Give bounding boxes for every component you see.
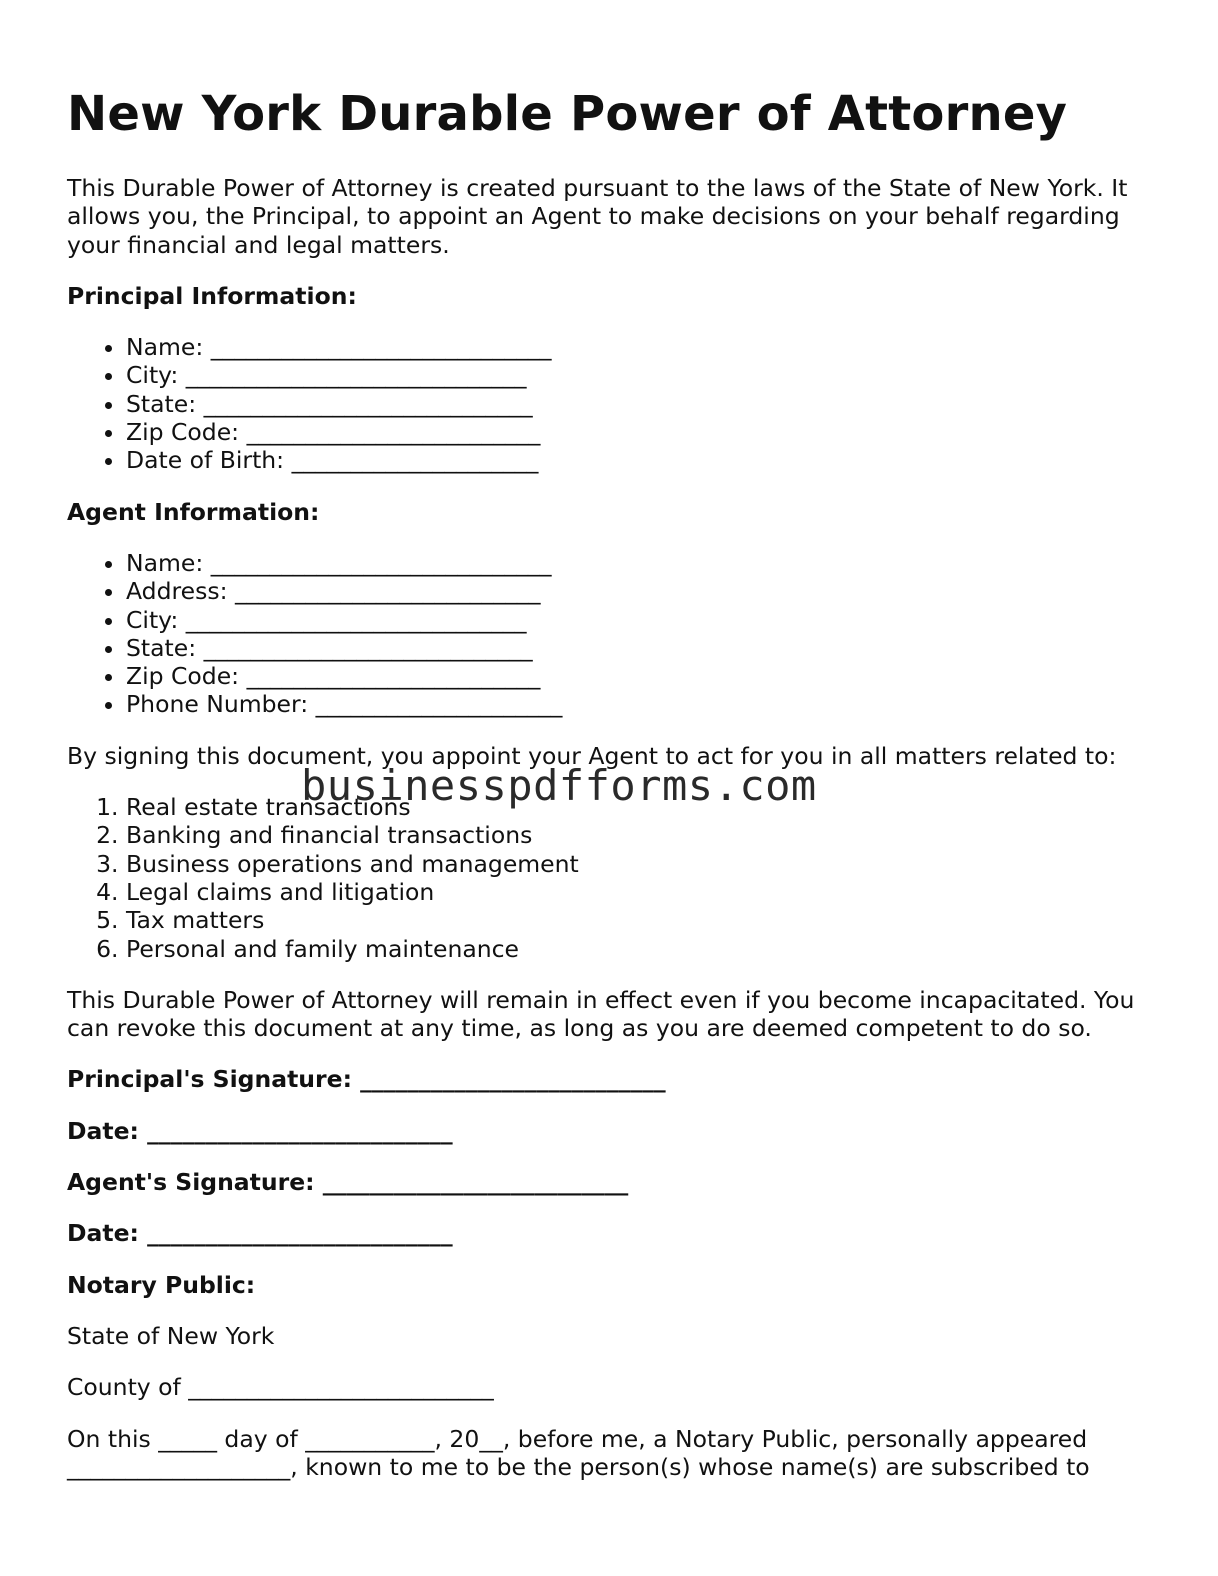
power-item: 2. Banking and financial transactions bbox=[126, 821, 1157, 849]
principal-state-field: • State: ____________________________ bbox=[126, 390, 1157, 418]
power-item: 5. Tax matters bbox=[126, 906, 1157, 934]
principal-zip-field: • Zip Code: _________________________ bbox=[126, 418, 1157, 446]
agent-name-field: • Name: _____________________________ bbox=[126, 549, 1157, 577]
principal-fields-list bbox=[67, 333, 1157, 474]
power-item: 3. Business operations and management bbox=[126, 850, 1157, 878]
agent-zip-field: • Zip Code: _________________________ bbox=[126, 662, 1157, 690]
principal-heading: Principal Information: bbox=[67, 281, 357, 310]
notary-acknowledgment: On this _____ day of ___________, 20__, before me, a Notary Public, personally appeared ___________________, known to me to be the person(s) whose name(s) are subscribed to bbox=[67, 1424, 1090, 1481]
agent-date-line: Date: __________________________ bbox=[67, 1219, 453, 1248]
notary-heading: Notary Public: bbox=[67, 1270, 256, 1299]
durability-paragraph: This Durable Power of Attorney will remain in effect even if you become incapacitated. You can revoke this document at any time, as long as you are deemed competent to do so. bbox=[67, 985, 1135, 1043]
principal-city-field: • City: _____________________________ bbox=[126, 361, 1157, 389]
agent-fields-list bbox=[67, 549, 1157, 719]
principal-name-field: • Name: _____________________________ bbox=[126, 333, 1157, 361]
power-item: 6. Personal and family maintenance bbox=[126, 935, 1157, 963]
powers-list bbox=[67, 793, 1157, 963]
principal-date-line: Date: __________________________ bbox=[67, 1116, 453, 1145]
agent-signature-line: Agent's Signature: __________________________ bbox=[67, 1168, 629, 1197]
agent-address-field: • Address: __________________________ bbox=[126, 577, 1157, 605]
principal-dob-field: • Date of Birth: _____________________ bbox=[126, 446, 1157, 474]
powers-intro: By signing this document, you appoint your Agent to act for you in all matters related to: bbox=[67, 741, 1117, 770]
watermark: businesspdfforms.com bbox=[301, 761, 817, 810]
document-title: New York Durable Power of Attorney bbox=[67, 86, 1068, 142]
agent-state-field: • State: ____________________________ bbox=[126, 634, 1157, 662]
notary-state: State of New York bbox=[67, 1321, 275, 1350]
intro-paragraph: This Durable Power of Attorney is created pursuant to the laws of the State of New York. It allows you, the Principal, to appoint an Agent to make decisions on your behalf regarding your financial and legal matters. bbox=[67, 174, 1128, 259]
agent-city-field: • City: _____________________________ bbox=[126, 606, 1157, 634]
power-item: 4. Legal claims and litigation bbox=[126, 878, 1157, 906]
agent-heading: Agent Information: bbox=[67, 497, 320, 526]
notary-county: County of __________________________ bbox=[67, 1373, 494, 1402]
power-item: 1. Real estate transactions bbox=[126, 793, 1157, 821]
agent-phone-field: • Phone Number: _____________________ bbox=[126, 690, 1157, 718]
principal-signature-line: Principal's Signature: __________________________ bbox=[67, 1065, 666, 1094]
